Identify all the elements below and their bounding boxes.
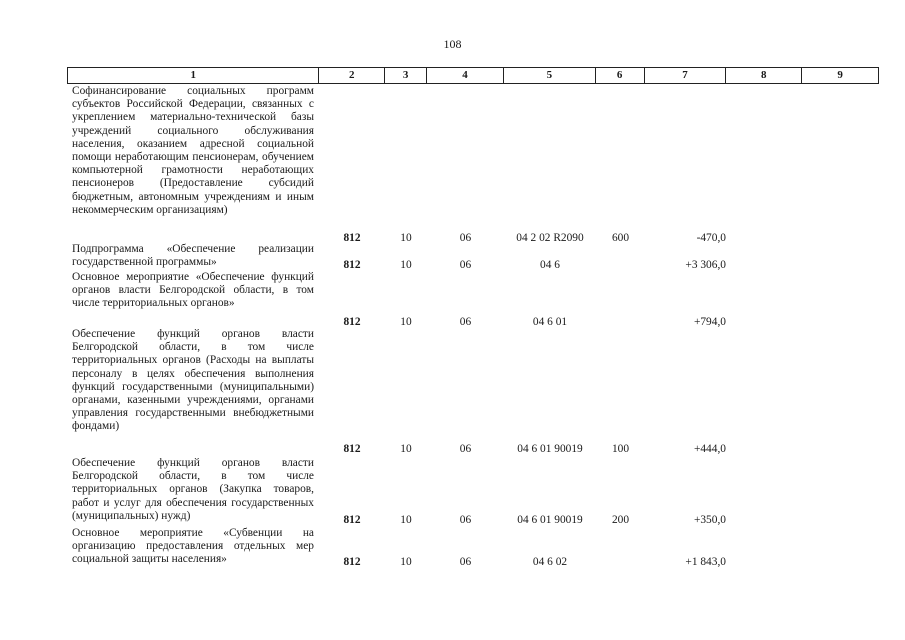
header-col-4: 4	[427, 68, 504, 83]
row-amount: +350,0	[693, 514, 726, 526]
row-code-target: 04 6	[540, 259, 560, 271]
header-col-9: 9	[837, 69, 843, 81]
row-description: Обеспечение функций органов власти Белгородской области, в том числе территориальных органов (Расходы на выплаты персоналу в целях обеспечения выполнения функций государственными (муниципальными) органами, казенными учреждениями, органами управления государственными внебюджетными фондами)	[72, 328, 314, 433]
row-amount: +794,0	[693, 316, 726, 328]
row-code-subsection: 06	[459, 259, 472, 271]
page-number: 108	[443, 37, 462, 51]
row-description: Основное мероприятие «Обеспечение функций органов власти Белгородской области, в том числе территориальных органов»	[72, 271, 314, 310]
row-code-ministry: 812	[343, 443, 361, 455]
row-amount: +3 306,0	[685, 259, 726, 271]
header-col-3: 3	[385, 68, 427, 83]
row-code-subsection: 06	[459, 443, 472, 455]
row-description: Софинансирование социальных программ субъектов Российской Федерации, связанных с укреплением материально-технической базы учреждений социального обслуживания населения, оказанием адресной социальной помощи неработающим пенсионерам, обучением компьютерной грамотности неработающих пенсионеров (Предоставление субсидий бюджетным, автономным учреждениям и иным некоммерческим организациям)	[72, 85, 314, 216]
row-code-subsection: 06	[459, 316, 472, 328]
row-code-ministry: 812	[343, 514, 361, 526]
row-code-target: 04 6 01 90019	[517, 514, 583, 526]
row-code-subsection: 06	[459, 514, 472, 526]
header-col-8: 8	[726, 68, 802, 83]
row-code-target: 04 6 02	[532, 556, 568, 568]
row-code-subsection: 06	[459, 556, 472, 568]
row-code-ministry: 812	[343, 259, 361, 271]
row-code-section: 10	[400, 556, 412, 568]
header-col-7: 7	[645, 68, 727, 83]
row-code-ministry: 812	[343, 232, 361, 244]
row-code-expense-type: 200	[611, 514, 630, 526]
row-code-section: 10	[400, 259, 412, 271]
header-col-1: 1	[68, 68, 319, 83]
header-col-2: 2	[319, 68, 385, 83]
row-code-expense-type: 600	[611, 232, 630, 244]
row-code-ministry: 812	[343, 556, 361, 568]
row-description: Подпрограмма «Обеспечение реализации государственной программы»	[72, 243, 314, 269]
row-description: Основное мероприятие «Субвенции на организацию предоставления отдельных мер социальной защиты населения»	[72, 527, 314, 566]
row-amount: +444,0	[693, 443, 726, 455]
row-amount: +1 843,0	[685, 556, 726, 568]
row-description: Обеспечение функций органов власти Белгородской области, в том числе территориальных органов (Закупка товаров, работ и услуг для обеспечения государственных (муниципальных) нужд)	[72, 457, 314, 522]
row-code-target: 04 2 02 R2090	[516, 232, 584, 244]
header-col-6: 6	[596, 68, 645, 83]
row-code-ministry: 812	[343, 316, 361, 328]
header-col-5: 5	[504, 68, 596, 83]
table-header	[67, 67, 879, 84]
row-code-target: 04 6 01 90019	[517, 443, 583, 455]
row-code-section: 10	[400, 514, 412, 526]
row-amount: -470,0	[696, 232, 726, 244]
row-code-expense-type: 100	[611, 443, 630, 455]
row-code-section: 10	[400, 232, 412, 244]
row-code-subsection: 06	[459, 232, 472, 244]
row-code-section: 10	[400, 316, 412, 328]
row-code-section: 10	[400, 443, 412, 455]
row-code-target: 04 6 01	[532, 316, 568, 328]
